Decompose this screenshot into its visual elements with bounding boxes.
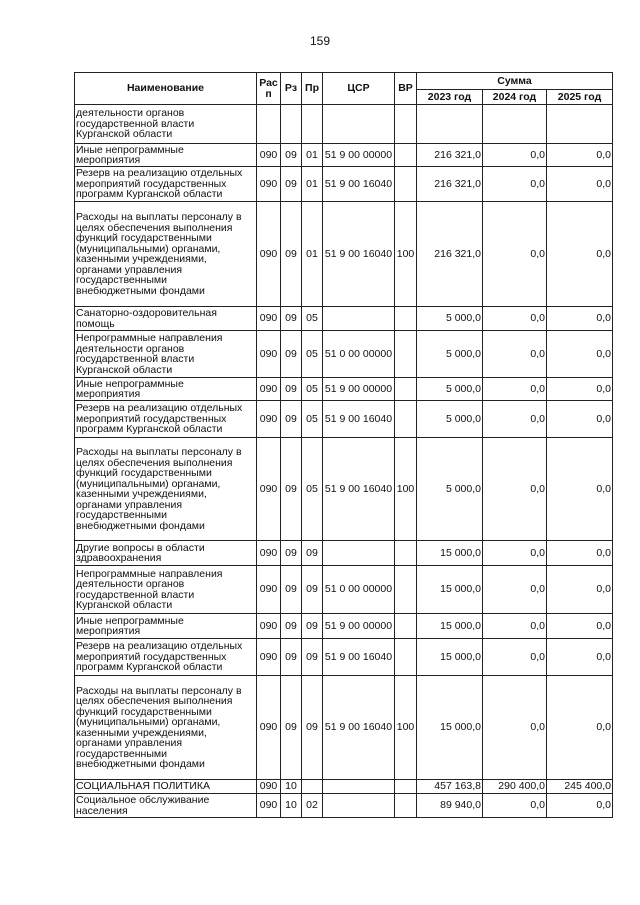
cell-ras: 090 [257,639,281,676]
cell-y2024: 0,0 [483,307,547,331]
cell-name: Непрограммные направления деятельности органов государственной власти Курганской области [75,331,257,378]
cell-y2024: 0,0 [483,144,547,167]
cell-ras: 090 [257,378,281,401]
cell-y2024: 0,0 [483,331,547,378]
cell-rz: 10 [281,780,302,794]
cell-name: Санаторно-оздоровительная помощь [75,307,257,331]
cell-rz: 09 [281,566,302,614]
cell-ras: 090 [257,144,281,167]
cell-y2023: 5 000,0 [417,331,483,378]
header-2023: 2023 год [417,90,483,105]
cell-ras: 090 [257,401,281,438]
header-rz: Рз [281,73,302,105]
page-number: 159 [309,34,331,48]
table-row [75,202,613,307]
header-ras: Рас п [257,73,281,105]
cell-y2023: 5 000,0 [417,401,483,438]
cell-vr [395,144,417,167]
cell-y2023: 216 321,0 [417,144,483,167]
cell-rz: 09 [281,331,302,378]
cell-y2025: 0,0 [547,541,613,566]
cell-vr: 100 [395,438,417,541]
cell-name: Расходы на выплаты персоналу в целях обеспечения выполнения функций государственными (муниципальными) органами, казенными учреждениями, органами управления государственными внебюджетными фондами [75,438,257,541]
cell-rz: 09 [281,378,302,401]
cell-vr [395,307,417,331]
cell-vr: 100 [395,676,417,780]
cell-y2025: 0,0 [547,331,613,378]
cell-csr: 51 9 00 00000 [323,378,395,401]
header-vr: ВР [395,73,417,105]
cell-rz: 09 [281,614,302,639]
cell-pr: 01 [302,202,323,307]
cell-csr [323,105,395,144]
cell-y2024: 0,0 [483,794,547,818]
cell-csr: 51 9 00 16040 [323,401,395,438]
cell-csr: 51 9 00 16040 [323,167,395,202]
cell-name: Расходы на выплаты персоналу в целях обеспечения выполнения функций государственными (муниципальными) органами, казенными учреждениями, органами управления государственными внебюджетными фондами [75,676,257,780]
cell-ras: 090 [257,614,281,639]
table-row [75,105,613,144]
cell-y2025: 0,0 [547,614,613,639]
cell-name: Расходы на выплаты персоналу в целях обеспечения выполнения функций государственными (муниципальными) органами, казенными учреждениями, органами управления государственными внебюджетными фондами [75,202,257,307]
cell-y2023: 15 000,0 [417,676,483,780]
cell-y2024: 0,0 [483,541,547,566]
table-row [75,401,613,438]
cell-rz [281,105,302,144]
cell-rz: 09 [281,307,302,331]
table-row [75,307,613,331]
cell-vr [395,167,417,202]
cell-pr: 09 [302,541,323,566]
cell-ras: 090 [257,202,281,307]
cell-ras: 090 [257,676,281,780]
cell-pr [302,105,323,144]
cell-name: Иные непрограммные мероприятия [75,614,257,639]
cell-csr [323,541,395,566]
cell-y2025: 0,0 [547,438,613,541]
cell-y2025: 0,0 [547,794,613,818]
cell-rz: 09 [281,202,302,307]
cell-csr: 51 9 00 16040 [323,639,395,676]
cell-y2023 [417,105,483,144]
cell-name: Иные непрограммные мероприятия [75,144,257,167]
header-pr: Пр [302,73,323,105]
cell-pr: 01 [302,144,323,167]
cell-pr: 05 [302,401,323,438]
cell-vr [395,614,417,639]
table-row [75,541,613,566]
table-row [75,167,613,202]
cell-pr: 09 [302,566,323,614]
table-row [75,378,613,401]
cell-y2023: 15 000,0 [417,639,483,676]
cell-y2024: 0,0 [483,614,547,639]
cell-y2025 [547,105,613,144]
cell-csr [323,780,395,794]
cell-rz: 09 [281,541,302,566]
cell-pr: 05 [302,438,323,541]
cell-y2023: 216 321,0 [417,167,483,202]
cell-vr [395,780,417,794]
table-row [75,794,613,818]
table-row [75,144,613,167]
cell-ras: 090 [257,541,281,566]
cell-pr: 05 [302,307,323,331]
cell-rz: 09 [281,401,302,438]
cell-vr [395,639,417,676]
cell-pr: 05 [302,378,323,401]
cell-y2024 [483,105,547,144]
cell-y2023: 15 000,0 [417,566,483,614]
cell-y2023: 15 000,0 [417,541,483,566]
cell-y2025: 0,0 [547,401,613,438]
cell-rz: 09 [281,676,302,780]
cell-name: Другие вопросы в области здравоохранения [75,541,257,566]
cell-vr [395,401,417,438]
cell-rz: 09 [281,144,302,167]
cell-name: деятельности органов государственной власти Курганской области [75,105,257,144]
cell-ras [257,105,281,144]
cell-name: Резерв на реализацию отдельных мероприятий государственных программ Курганской области [75,639,257,676]
cell-y2025: 0,0 [547,167,613,202]
cell-ras: 090 [257,780,281,794]
header-name: Наименование [75,73,257,105]
cell-ras: 090 [257,794,281,818]
cell-name: Иные непрограммные мероприятия [75,378,257,401]
cell-ras: 090 [257,438,281,541]
cell-y2023: 89 940,0 [417,794,483,818]
cell-pr: 09 [302,614,323,639]
cell-csr: 51 9 00 16040 [323,438,395,541]
cell-y2024: 0,0 [483,639,547,676]
cell-rz: 09 [281,167,302,202]
cell-vr [395,541,417,566]
cell-y2025: 0,0 [547,566,613,614]
cell-pr: 05 [302,331,323,378]
cell-y2023: 5 000,0 [417,378,483,401]
cell-pr: 02 [302,794,323,818]
cell-y2023: 15 000,0 [417,614,483,639]
cell-y2025: 0,0 [547,144,613,167]
cell-y2024: 0,0 [483,438,547,541]
cell-vr [395,378,417,401]
cell-y2024: 290 400,0 [483,780,547,794]
table-row [75,331,613,378]
cell-pr: 09 [302,676,323,780]
cell-y2024: 0,0 [483,676,547,780]
cell-csr: 51 9 00 00000 [323,614,395,639]
cell-rz: 09 [281,639,302,676]
cell-y2024: 0,0 [483,167,547,202]
header-2025: 2025 год [547,90,613,105]
cell-csr: 51 9 00 16040 [323,202,395,307]
cell-name: Резерв на реализацию отдельных мероприятий государственных программ Курганской области [75,401,257,438]
cell-vr: 100 [395,202,417,307]
cell-vr [395,331,417,378]
cell-y2023: 216 321,0 [417,202,483,307]
cell-csr [323,307,395,331]
cell-name: Непрограммные направления деятельности органов государственной власти Курганской области [75,566,257,614]
cell-y2024: 0,0 [483,378,547,401]
cell-name: СОЦИАЛЬНАЯ ПОЛИТИКА [75,780,257,794]
cell-y2025: 0,0 [547,378,613,401]
cell-y2023: 5 000,0 [417,307,483,331]
cell-y2023: 5 000,0 [417,438,483,541]
cell-csr: 51 0 00 00000 [323,331,395,378]
table-row [75,438,613,541]
cell-name: Социальное обслуживание населения [75,794,257,818]
cell-y2025: 0,0 [547,307,613,331]
table-body [75,105,613,818]
cell-csr: 51 0 00 00000 [323,566,395,614]
table-row [75,614,613,639]
cell-y2025: 0,0 [547,202,613,307]
cell-y2023: 457 163,8 [417,780,483,794]
cell-csr: 51 9 00 00000 [323,144,395,167]
cell-pr: 01 [302,167,323,202]
cell-pr [302,780,323,794]
cell-rz: 10 [281,794,302,818]
cell-pr: 09 [302,639,323,676]
cell-ras: 090 [257,566,281,614]
cell-name: Резерв на реализацию отдельных мероприятий государственных программ Курганской области [75,167,257,202]
cell-y2024: 0,0 [483,566,547,614]
cell-ras: 090 [257,331,281,378]
cell-vr [395,105,417,144]
budget-table [74,72,613,818]
header-csr: ЦСР [323,73,395,105]
cell-ras: 090 [257,307,281,331]
table-row [75,639,613,676]
cell-rz: 09 [281,438,302,541]
cell-y2024: 0,0 [483,202,547,307]
cell-vr [395,566,417,614]
header-sum: Сумма [417,73,613,90]
cell-csr: 51 9 00 16040 [323,676,395,780]
table-row [75,566,613,614]
cell-y2025: 245 400,0 [547,780,613,794]
cell-csr [323,794,395,818]
cell-y2024: 0,0 [483,401,547,438]
cell-vr [395,794,417,818]
table-row [75,676,613,780]
cell-ras: 090 [257,167,281,202]
table-row [75,780,613,794]
cell-y2025: 0,0 [547,639,613,676]
header-2024: 2024 год [483,90,547,105]
cell-y2025: 0,0 [547,676,613,780]
